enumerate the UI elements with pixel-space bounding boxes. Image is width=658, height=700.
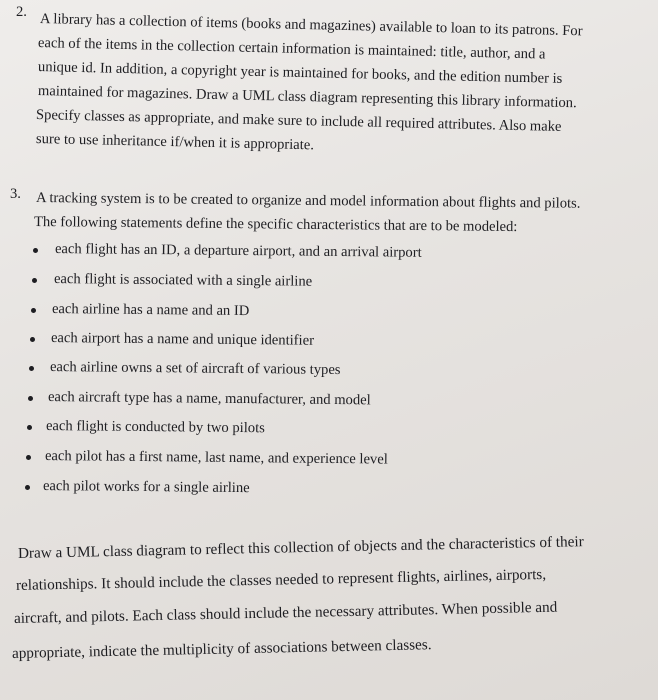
text-line: each of the items in the collection certain information is maintained: title, author, and a xyxy=(37,35,546,63)
intro-line: The following statements define the specific characteristics that are to be modeled: xyxy=(33,214,518,236)
text-line: sure to use inheritance if/when it is appropriate. xyxy=(35,131,315,154)
bullet-icon xyxy=(31,308,36,313)
bullet-item: each pilot has a first name, last name, and experience level xyxy=(44,448,388,468)
text-line: relationships. It should include the classes needed to represent flights, airlines, airports, xyxy=(15,565,547,594)
intro-line: A tracking system is to be created to organize and model information about flights and pilots. xyxy=(35,190,581,212)
bullet-item: each aircraft type has a name, manufacturer, and model xyxy=(47,389,371,409)
bullet-item: each airline owns a set of aircraft of various types xyxy=(49,359,341,379)
bullet-item: each flight has an ID, a departure airport, and an arrival airport xyxy=(54,241,422,261)
bullet-icon xyxy=(28,396,33,401)
question-number: 3. xyxy=(10,186,21,202)
text-line: unique id. In addition, a copyright year is maintained for books, and the edition number is xyxy=(37,59,563,87)
bullet-item: each flight is associated with a single airline xyxy=(53,271,313,290)
bullet-item: each airline has a name and an ID xyxy=(51,301,250,320)
bullet-icon xyxy=(26,455,31,460)
bullet-item: each pilot works for a single airline xyxy=(42,478,250,497)
bullet-icon xyxy=(29,366,34,371)
bullet-icon xyxy=(30,337,35,342)
bullet-icon xyxy=(25,485,30,490)
bullet-item: each flight is conducted by two pilots xyxy=(45,418,265,437)
bullet-item: each airport has a name and unique identifier xyxy=(50,330,315,349)
bullet-icon xyxy=(32,278,37,283)
text-line: A library has a collection of items (books and magazines) available to loan to its patrons. For xyxy=(39,11,583,40)
text-line: Draw a UML class diagram to reflect this collection of objects and the characteristics of their xyxy=(17,533,584,562)
text-line: aircraft, and pilots. Each class should include the necessary attributes. When possible and xyxy=(13,598,558,627)
text-line: maintained for magazines. Draw a UML class diagram representing this library information. xyxy=(37,83,577,112)
text-line: appropriate, indicate the multiplicity of associations between classes. xyxy=(11,636,432,662)
bullet-icon xyxy=(27,425,32,430)
question-number: 2. xyxy=(16,4,27,20)
text-line: Specify classes as appropriate, and make sure to include all required attributes. Also make xyxy=(35,107,562,135)
bullet-icon xyxy=(33,248,38,253)
